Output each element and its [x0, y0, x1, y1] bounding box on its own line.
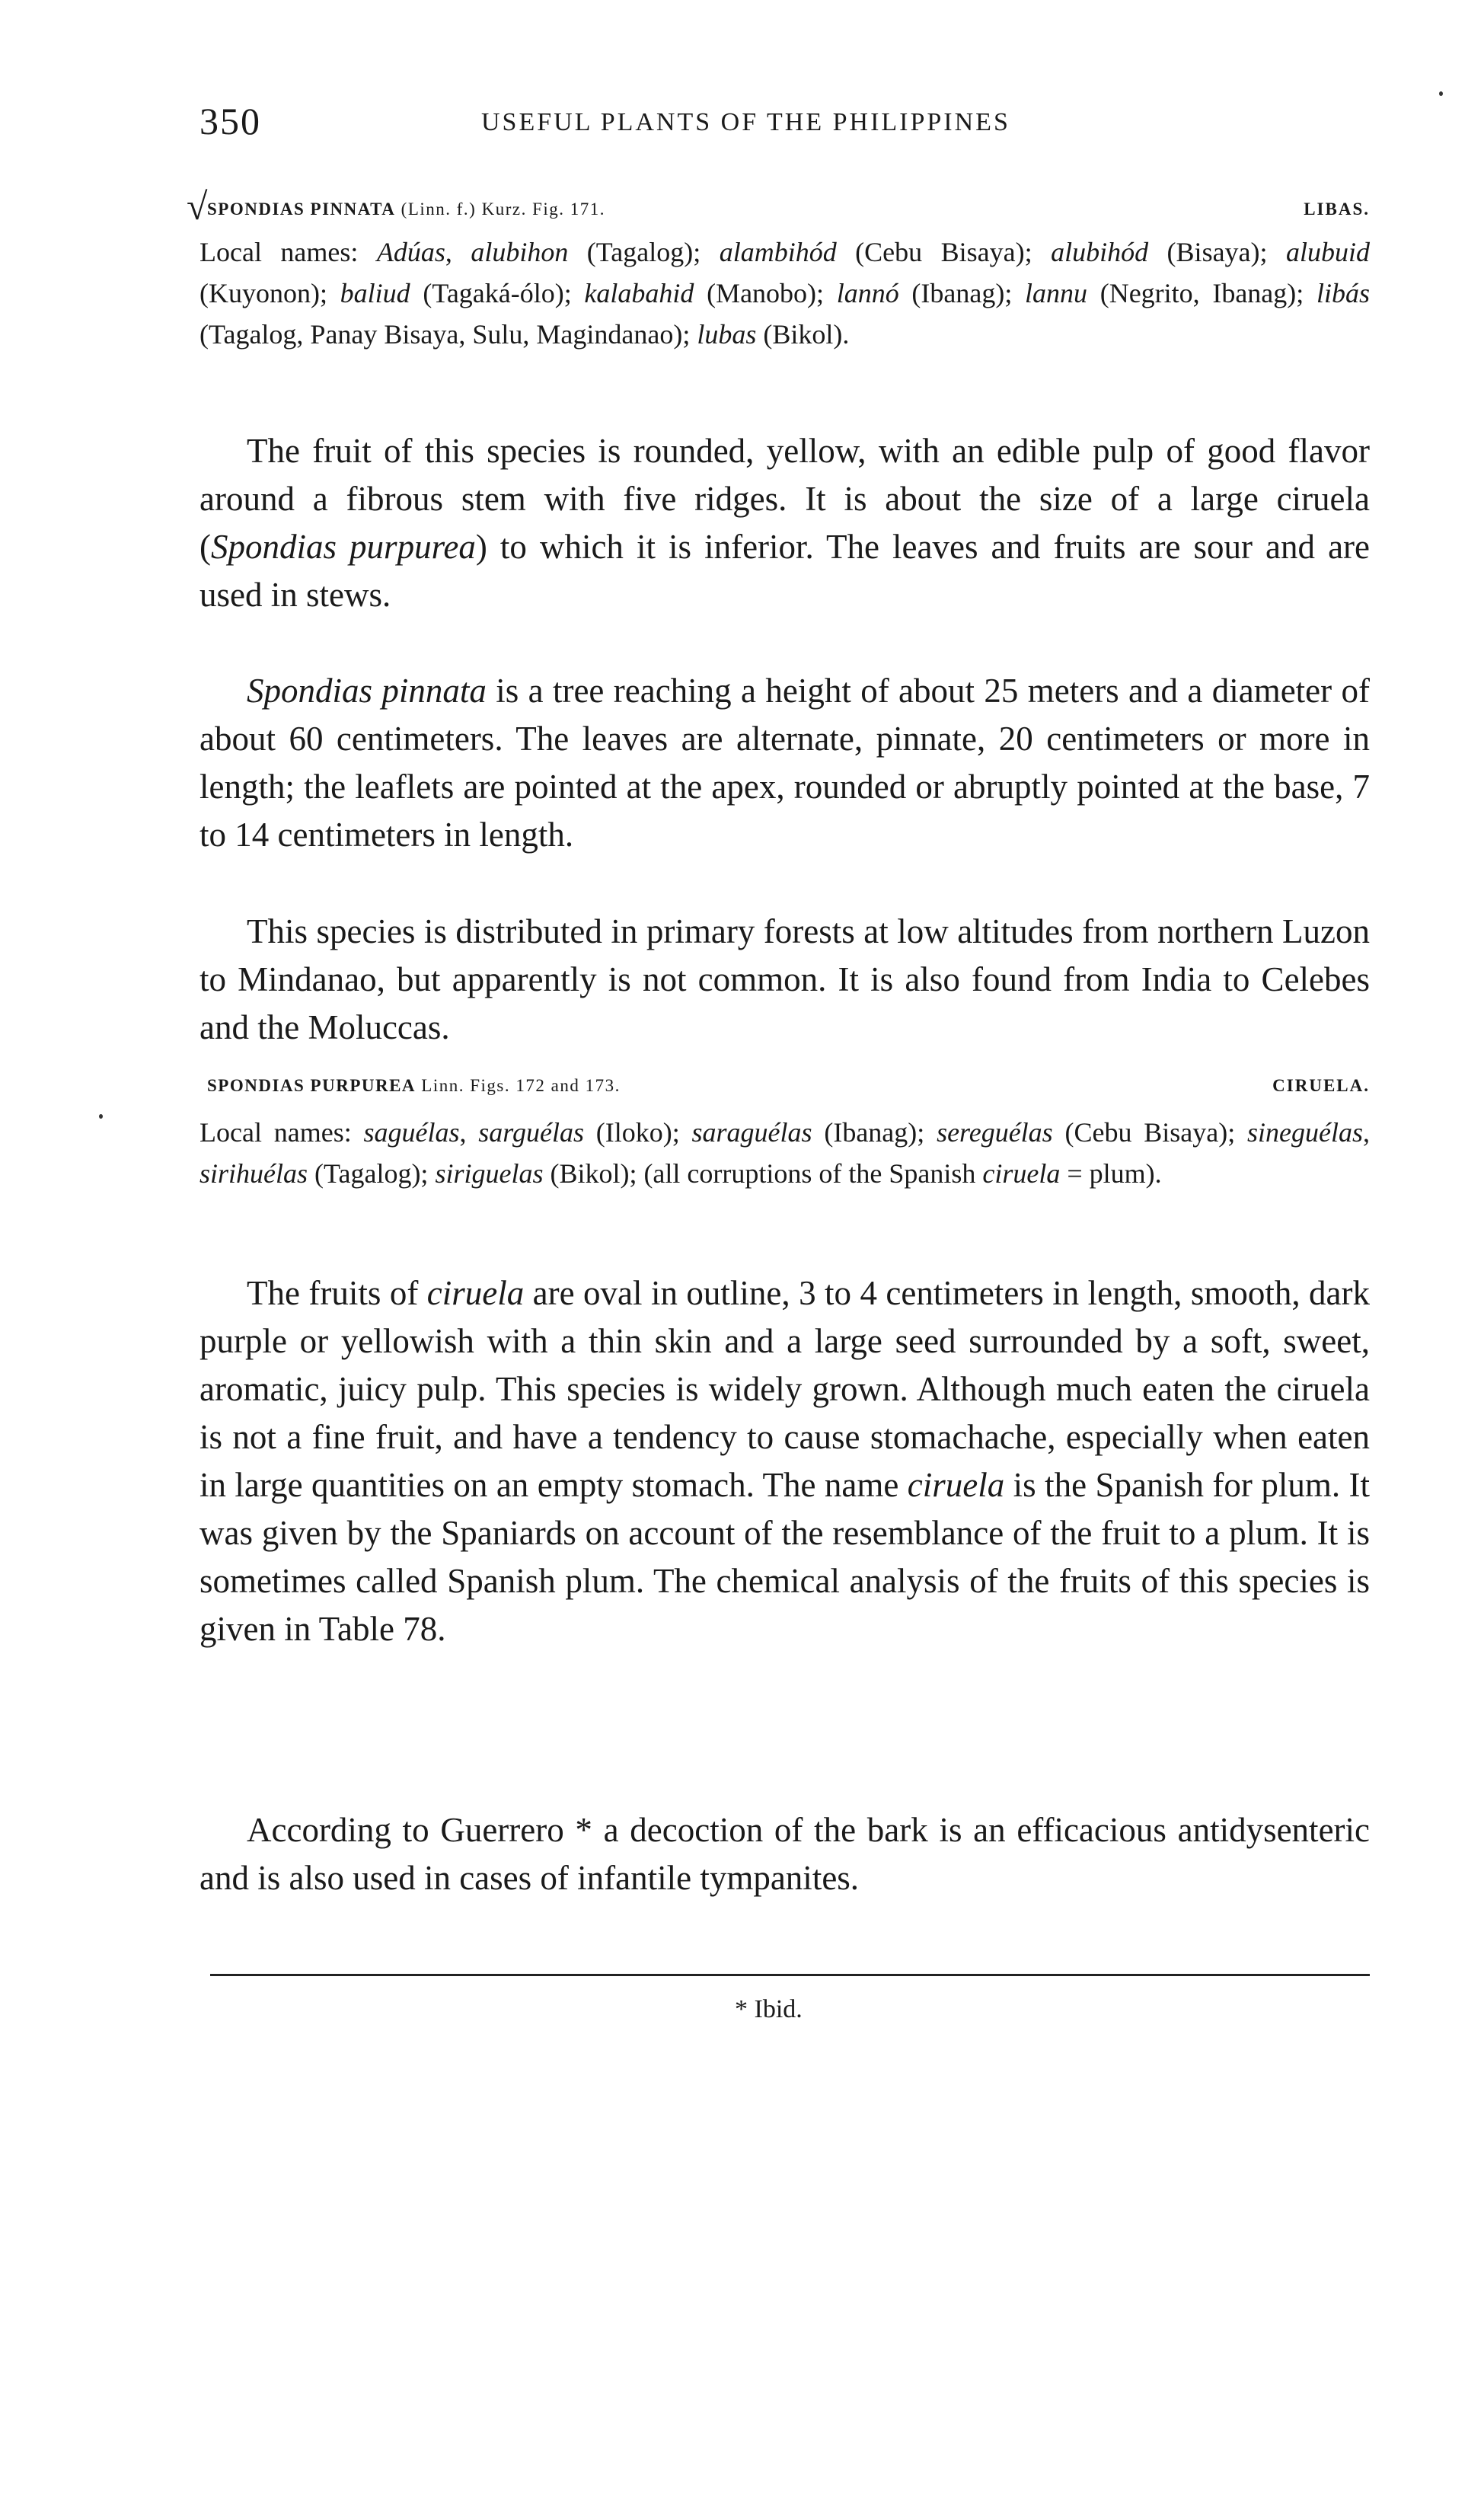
paragraph: [199, 427, 1370, 619]
italic-text: alambihód: [719, 237, 837, 267]
italic-text: ciruela: [426, 1274, 525, 1312]
text-run: is a tree reaching a height of about 25 meters and a diameter of about 60 centimeters. The leaves are alternate, pinnate, 20 centimeters or more in length; the leaflets are pointed at the apex, rounded or abruptly pointed at the base, 7 to 14 centimeters in length.: [199, 672, 1370, 854]
text-run: (Iloko);: [583, 1117, 692, 1148]
text-run: (Tagalog);: [568, 237, 720, 267]
text-run: (Ibanag);: [898, 278, 1026, 308]
italic-text: alubihód: [1051, 237, 1149, 267]
italic-text: ciruela: [982, 1158, 1061, 1189]
italic-text: sirihuélas: [199, 1158, 308, 1189]
italic-text: ciruela: [907, 1466, 1005, 1504]
text-run: (Tagalog, Panay Bisaya, Sulu, Magindanao);: [199, 319, 697, 350]
italic-text: baliud: [340, 278, 410, 308]
text-run: = plum).: [1060, 1158, 1162, 1189]
text-run: ,: [459, 1117, 479, 1148]
italic-text: alubihon: [471, 237, 569, 267]
italic-text: sineguélas: [1247, 1117, 1364, 1148]
italic-text: sarguélas: [478, 1117, 584, 1148]
species-authority: (Linn. f.) Kurz. Fig. 171.: [395, 200, 605, 219]
text-run: ,: [1363, 1117, 1371, 1148]
running-title: USEFUL PLANTS OF THE PHILIPPINES: [481, 108, 1010, 136]
text-run: (Cebu Bisaya);: [1052, 1117, 1248, 1148]
italic-text: sereguélas: [937, 1117, 1053, 1148]
italic-text: Adúas: [376, 237, 445, 267]
local-names: Local names: Adúas, alubihon (Tagalog); alambihód (Cebu Bisaya); alubihód (Bisaya); alubuid (Kuyonon); baliud (Tagaká-ólo); kalabahid (Manobo); lannó (Ibanag); lannu (Negrito, Ibanag); libás (Tagalog, Panay Bisaya, Sulu, Magindanao); lubas (Bikol).: [199, 237, 1371, 350]
paragraph: [199, 667, 1370, 859]
margin-check-mark: √: [187, 185, 208, 228]
text-run: ,: [445, 237, 471, 267]
page-header: [199, 99, 1370, 152]
text-run: is the Spanish for plum. It was given by the Spaniards on account of the resemblance of the fruit to a plum. It is sometimes called Spanish plum. The chemical analysis of the fruits of this species is given in Table 78.: [199, 1466, 1371, 1648]
italic-text: lannu: [1025, 278, 1088, 308]
italic-text: kalabahid: [584, 278, 694, 308]
text-run: (Ibanag);: [812, 1117, 937, 1148]
text-run: According to Guerrero * a decoction of the bark is an efficacious antidysenteric and is also used in cases of infantile tympanites.: [199, 1811, 1370, 1897]
paragraph: [199, 1269, 1370, 1653]
italic-text: Spondias purpurea: [211, 528, 476, 566]
local-names: Local names: saguélas, sarguélas (Iloko); saraguélas (Ibanag); sereguélas (Cebu Bisaya); sineguélas, sirihuélas (Tagalog); siriguelas (Bikol); (all corruptions of the Spanish ciruela = plum).: [199, 1117, 1371, 1189]
paragraph: [199, 908, 1370, 1052]
text-run: (Cebu Bisaya);: [836, 237, 1052, 267]
text-run: (Bikol).: [756, 319, 850, 350]
entry-heading-spondias-purpurea: [207, 1076, 1370, 1099]
text-run: (Negrito, Ibanag);: [1087, 278, 1316, 308]
text-run: This species is distributed in primary forests at low altitudes from northern Luzon to Mindanao, but apparently is not common. It is also found from India to Celebes and the Moluccas.: [199, 912, 1370, 1046]
text-run: (Tagalog);: [308, 1158, 436, 1189]
italic-text: lannó: [836, 278, 899, 308]
text-run: (Bisaya);: [1148, 237, 1286, 267]
italic-text: saraguélas: [691, 1117, 812, 1148]
italic-text: alubuid: [1286, 237, 1371, 267]
text-run: (Tagaká-ólo);: [410, 278, 585, 308]
footnote-rule: [210, 1974, 1370, 1976]
italic-text: saguélas: [363, 1117, 460, 1148]
italic-text: lubas: [697, 319, 757, 350]
text-run: are oval in outline, 3 to 4 centimeters in length, smooth, dark purple or yellowish with a thin skin and a large seed surrounded by a soft, sweet, aromatic, juicy pulp. This species is widely grown. Although much eaten the ciruela is not a fine fruit, and have a tendency to cause stomachache, especially when eaten in large quantities on an empty stomach. The name: [199, 1274, 1371, 1504]
italic-text: Spondias pinnata: [247, 672, 487, 710]
text-run: The fruits of: [247, 1274, 427, 1312]
text-run: ) to which it is inferior. The leaves and fruits are sour and are used in stews.: [199, 528, 1371, 614]
entry-heading-spondias-pinnata: [207, 200, 1370, 222]
text-run: (Bikol); (all corruptions of the Spanish: [543, 1158, 983, 1189]
margin-speck: [1439, 91, 1443, 96]
italic-text: siriguelas: [435, 1158, 544, 1189]
text-run: (Manobo);: [694, 278, 837, 308]
footnote: * Ibid.: [735, 1995, 803, 2023]
common-name: LIBAS.: [1304, 200, 1370, 219]
common-name: CIRUELA.: [1272, 1076, 1370, 1095]
species-name: SPONDIAS PURPUREA Linn. Figs. 172 and 173.: [207, 1076, 621, 1095]
page-number: 350: [199, 100, 261, 142]
paragraph: [199, 1806, 1370, 1902]
species-name: SPONDIAS PINNATA (Linn. f.) Kurz. Fig. 171.: [207, 200, 605, 219]
text-run: The fruit of this species is rounded, yellow, with an edible pulp of good flavor around a fibrous stem with five ridges. It is about the size of a large ciruela (: [199, 432, 1370, 566]
margin-speck: [99, 1114, 103, 1119]
species-authority: Linn. Figs. 172 and 173.: [416, 1076, 621, 1095]
italic-text: libás: [1316, 278, 1370, 308]
text-run: (Kuyonon);: [199, 278, 340, 308]
